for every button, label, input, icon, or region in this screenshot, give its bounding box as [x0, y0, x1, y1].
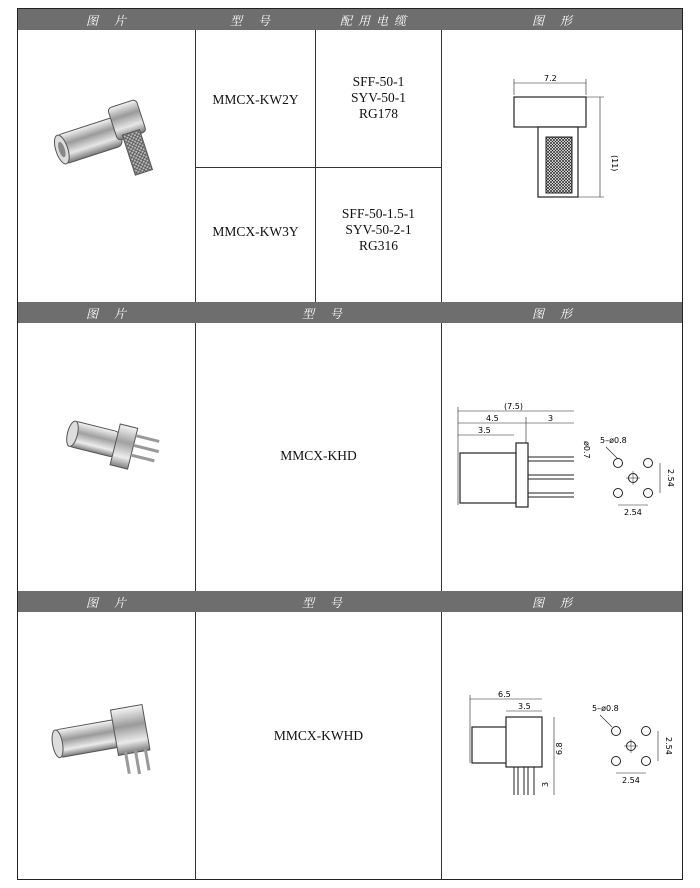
header-model: 型 号: [302, 307, 348, 321]
dim-pin: ø0.7: [582, 441, 591, 459]
photo-mmcx-khd: [58, 409, 168, 494]
header-drawing: 图 形: [532, 14, 578, 28]
model-kw3y: MMCX-KW3Y: [212, 224, 299, 239]
section-2-header: [18, 302, 682, 323]
section-1-header: [18, 9, 682, 30]
cable-list-kw3y: [316, 206, 441, 254]
dim-holes: 5–ø0.8: [600, 436, 627, 445]
dim-a: 4.5: [486, 414, 499, 423]
spec-sheet: [17, 8, 683, 880]
drawing-kwhd: [466, 689, 681, 809]
photo-mmcx-kwhd: [48, 697, 168, 792]
dim-inner: 3.5: [518, 702, 531, 711]
cable-item: SYV-50-1: [350, 90, 406, 105]
dim-b: 3: [548, 414, 554, 423]
dim-lead: 3: [541, 781, 550, 787]
cable-item: SFF-50-1.5-1: [341, 206, 416, 221]
cable-item: SYV-50-2-1: [345, 222, 412, 237]
model-khd: MMCX-KHD: [280, 448, 357, 463]
header-model: 型 号: [230, 14, 276, 28]
cable-list-kw2y: [316, 74, 441, 122]
header-picture: 图 片: [86, 307, 132, 321]
model-kwhd: MMCX-KWHD: [273, 728, 364, 743]
dim-pitch-v: 2.54: [666, 469, 675, 487]
drawing-kw-angle: [488, 71, 628, 216]
dim-pitch-h: 2.54: [622, 776, 640, 785]
dim-pitch-h: 2.54: [624, 508, 642, 517]
dim-w: 6.5: [498, 690, 511, 699]
dim-c: 3.5: [478, 426, 491, 435]
drawing-khd: [456, 401, 675, 526]
dim-h: 6.8: [555, 742, 564, 755]
section-3-header: [18, 591, 682, 612]
header-drawing: 图 形: [532, 307, 578, 321]
dim-pitch-v: 2.54: [664, 737, 673, 755]
header-model: 型 号: [302, 596, 348, 610]
header-picture: 图 片: [86, 14, 132, 28]
photo-mmcx-kw-angle: [50, 81, 170, 196]
cable-item: SFF-50-1: [352, 74, 405, 89]
cable-item: RG316: [358, 238, 398, 253]
dim-width: 7.2: [544, 74, 557, 83]
dim-holes: 5–ø0.8: [592, 704, 619, 713]
header-cable: 配用电缆: [340, 14, 413, 28]
dim-height: (11): [610, 155, 619, 172]
dim-total: (7.5): [504, 402, 523, 411]
header-drawing: 图 形: [532, 596, 578, 610]
header-picture: 图 片: [86, 596, 132, 610]
model-kw2y: MMCX-KW2Y: [212, 92, 299, 107]
cable-item: RG178: [358, 106, 398, 121]
